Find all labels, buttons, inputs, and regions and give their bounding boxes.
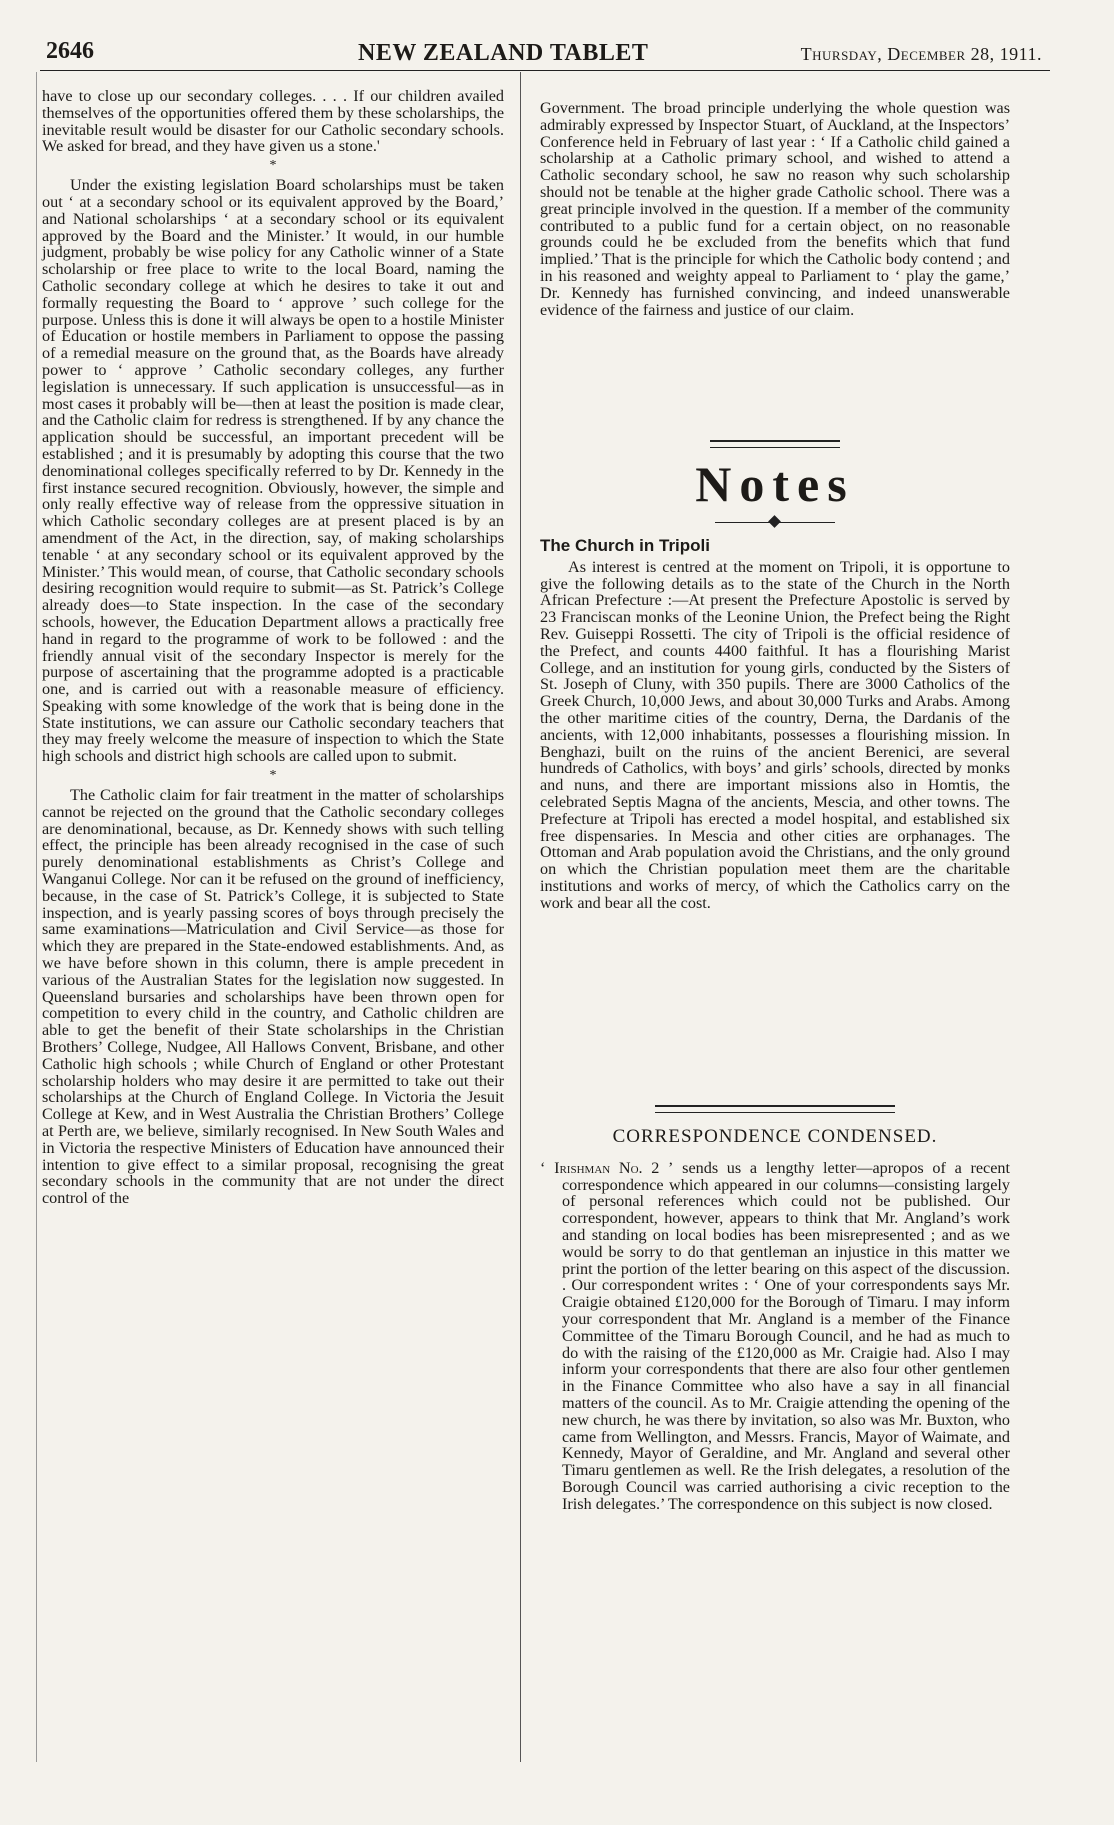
page-header [40,38,1050,71]
section-title: The Church in Tripoli [540,536,710,555]
correspondence-body: sends us a lengthy letter—apropos of a recent correspondence which appeared in our columns—consisting largely of personal references which could not be published. Our correspondent, however, appears to think that Mr. Angland’s work and standing on local bodies has been misrepresented ; and as we would be sorry to do that gentleman an injustice in this matter we print the portion of the letter bearing on this aspect of the discussion. . Our correspondent writes : ‘ One of your correspondents says Mr. Craigie obtained £120,000 for the Borough of Timaru. I may inform your correspondent that Mr. Angland is a member of the Finance Committee of the Timaru Borough Council, and he had as much to do with the raising of the £120,000 as Mr. Craigie had. Also I may inform your correspondents that there are also four other gentlemen in the Finance Committee who also have a say in all financial matters of the council. As to Mr. Craigie attending the opening of the new church, he was there by invitation, so also was Mr. Buxton, who came from Wellington, and Messrs. Francis, Mayor of Waimate, and Kennedy, Mayor of Geraldine, and Mr. Angland and several other Timaru gentlemen as well. Re the Irish delegates, a resolution of the Borough Council was carried authorising a civic reception to the Irish delegates.’ The correspondence on this subject is now closed. [562,1158,1010,1513]
correspondence-paragraph [540,1160,1010,1513]
section-star: * [269,768,277,784]
diamond-icon [768,515,781,528]
section-star: * [269,158,277,174]
paragraph: Government. The broad principle underlying the whole question was admirably expressed by Inspector Stuart, of Auckland, at the Inspectors’ Conference held in February of last year : ‘ If a Catholic child gained a scholarship at a Catholic primary school, and wished to attend a Catholic secondary school, he saw no reason why such scholarship should not be tenable at the higher grade Catholic school. There was a great principle involved in the question. If a member of the community contributed to a public fund for a certain object, on no reasonable grounds could he be excluded from the benefits which that fund implied.’ That is the principle for which the Catholic body contend ; and in his reasoned and weighty appeal to Parliament to ‘ play the game,’ Dr. Kennedy has furnished convincing, and indeed unanswerable evidence of the fairness and justice of our claim. [540,99,1010,319]
paragraph: The Catholic claim for fair treatment in the matter of scholarships cannot be rejected on the ground that the Catholic secondary colleges are denominational, because, as Dr. Kennedy shows with such telling effect, the principle has been already recognised in the case of such purely denominational establishments as Christ’s College and Wanganui College. Nor can it be refused on the ground of inefficiency, because, in the case of St. Patrick’s College, it is subjected to State inspection, and is yearly passing scores of boys through precisely the same examinations—Matriculation and Civil Service—as those for which they are prepared in the State-endowed establishments. And, as we have before shown in this column, there is ample precedent in various of the Australian States for the legislation now suggested. In Queensland bursaries and scholarships have been thrown open for competition to every child in the country, and Catholic children are able to get the benefit of their State scholarships in the Christian Brothers’ College, Nudgee, All Hallows Convent, Brisbane, and other Catholic high schools ; while Church of England or other Protestant scholarship holders who may desire it are permitted to take out their scholarships at the Church of England College. In Victoria the Jesuit College at Kew, and in West Australia the Christian Brothers’ College at Perth are, we believe, similarly recognised. In New South Wales and in Victoria the respective Ministers of Education have announced their intention to give effect to a similar proposal, recognising the great secondary schools in the community that are not under the direct control of the [42,786,504,1208]
publication-title: NEW ZEALAND TABLET [358,40,649,66]
issue-date: Thursday, December 28, 1911. [800,44,1042,64]
page-number: 2646 [46,38,94,64]
column-divider [520,72,521,1762]
double-rule [655,1105,895,1113]
left-column [42,88,504,1207]
paragraph: As interest is centred at the moment on Tripoli, it is opportune to give the following details as to the state of the Church in the North African Prefecture :—At present the Prefecture Apostolic is served by 23 Franciscan monks of the Leonine Union, the Prefect being the Right Rev. Guiseppi Rossetti. The city of Tripoli is the official residence of the Prefect, and counts 4400 faithful. It has a flourishing Marist College, and an institution for young girls, conducted by the Sisters of St. Joseph of Cluny, with 350 pupils. There are 3000 Catholics of the Greek Church, 10,000 Jews, and about 30,000 Turks and Arabs. Among the other maritime cities of the country, Derna, the Dardanis of the ancients, with 12,000 inhabitants, possesses a flourishing mission. In Benghazi, built on the ruins of the ancient Berenici, are several hundreds of Catholics, with boys’ and girls’ schools, directed by monks and nuns, and there are important missions also in Homtis, the celebrated Septis Magna of the ancients, Mescia, and other towns. The Prefecture at Tripoli has erected a model hospital, and established six free dispensaries. In Mescia and other cities are orphanages. The Ottoman and Arab population avoid the Christians, and the only ground on which the Christian population meet them are the charitable institutions and works of mercy, of which the Catholics carry on the work and bear all the cost. [540,557,1010,912]
double-rule [710,440,840,448]
left-margin-rule [36,72,37,1762]
ornament-divider [715,516,835,528]
notes-section [540,440,1010,912]
correspondence-heading: CORRESPONDENCE CONDENSED. [612,1126,938,1147]
correspondent-name: ‘ Irishman No. 2 ’ [540,1158,674,1177]
paragraph: have to close up our secondary colleges. . . . If our children availed themselves of the opportunities offered them by these scholarships, the inevitable result would be disaster for our Catholic secondary schools. We asked for bread, and they have given us a stone.' [42,87,504,156]
notes-heading: Notes [695,456,855,512]
correspondence-section [540,1105,1010,1513]
paragraph: Under the existing legislation Board scholarships must be taken out ‘ at a secondary school or its equivalent approved by the Board,’ and National scholarships ‘ at a secondary school or its equivalent approved by the Board and the Minister.’ It would, in our humble judgment, probably be wise policy for any Catholic winner of a State scholarship or free place to write to the local Board, naming the Catholic secondary college at which he desires to take it out and formally requesting the Board to ‘ approve ’ such college for the purpose. Unless this is done it will always be open to a hostile Minister of Education or hostile members in Parliament to oppose the passing of a remedial measure on the ground that, as the Boards have already power to ‘ approve ’ Catholic secondary colleges, any further legislation is unnecessary. If such application is unsuccessful—as in most cases it probably will be—then at least the position is made clear, and the Catholic claim for redress is strengthened. If by any chance the application should be successful, an important precedent will be established ; and it is presumably by adopting this course that the two denominational colleges specifically referred to by Dr. Kennedy in the first instance secured recognition. Obviously, however, the simple and only really effective way of release from the oppressive situation in which Catholic secondary colleges are at present placed is by an amendment of the Act, in the direction, say, of making scholarships tenable ‘ at any secondary school or its equivalent approved by the Minister.’ This would mean, of course, that Catholic secondary schools desiring recognition would require to submit—as St. Patrick’s College already does—to State inspection. In the case of the secondary schools, however, the Education Department allows a practically free hand in regard to the programme of work to be followed : and the friendly annual visit of the secondary Inspector is merely for the purpose of ascertaining that the programme adopted is a practicable one, and is carried out with a reasonable measure of efficiency. Speaking with some knowledge of the work that is being done in the State institutions, we can assure our Catholic secondary teachers that they may freely welcome the measure of inspection to which the State high schools and district high schools are called upon to submit. [42,176,504,766]
right-column-top [540,100,1010,318]
